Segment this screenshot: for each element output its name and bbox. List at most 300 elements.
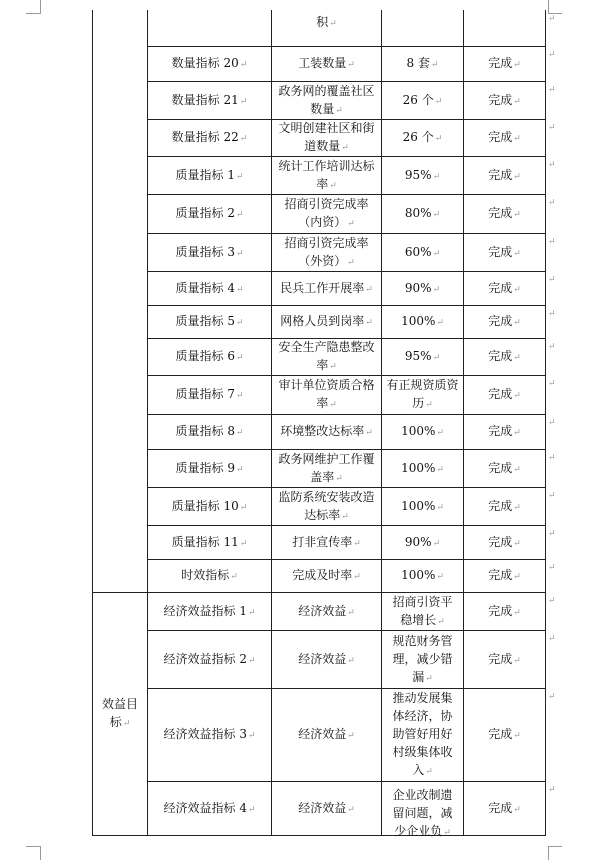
indicator-status-text: 完成 — [488, 280, 513, 295]
benefit-content-text: 经济效益 — [298, 800, 347, 815]
paragraph-mark-icon: ↵ — [247, 607, 256, 618]
indicator-value-text: 100% — [401, 314, 436, 328]
benefit-content-wrap — [298, 602, 355, 622]
indicator-value-wrap — [405, 204, 440, 224]
paragraph-mark-icon: ↵ — [329, 19, 337, 29]
indicator-content-text: 民兵工作开展率 — [280, 280, 365, 295]
paragraph-mark-icon: ↵ — [513, 655, 521, 666]
indicator-status-wrap — [488, 459, 521, 479]
indicator-name-text: 时效指标 — [181, 568, 230, 582]
paragraph-mark-icon: ↵ — [235, 171, 244, 182]
indicator-content — [272, 120, 381, 156]
row-end-mark-icon: ↵ — [548, 634, 556, 644]
benefit-value — [382, 631, 463, 688]
row-end-mark-icon: ↵ — [548, 692, 556, 702]
paragraph-mark-icon: ↵ — [235, 464, 244, 475]
indicator-value-text: 100% — [401, 424, 436, 438]
indicator-status-wrap — [488, 204, 521, 224]
indicator-content — [272, 560, 381, 592]
indicator-name — [148, 376, 271, 414]
border-row-20 — [92, 835, 546, 836]
indicator-name-wrap — [176, 204, 244, 224]
paragraph-mark-icon: ↵ — [432, 210, 441, 220]
indicator-value-wrap — [407, 54, 439, 74]
paragraph-mark-icon: ↵ — [353, 538, 361, 549]
indicator-content-text: 政务网的覆盖社区数量 — [278, 83, 375, 116]
border-col-f — [545, 10, 546, 835]
paragraph-mark-icon: ↵ — [513, 353, 521, 363]
indicator-content-wrap — [275, 234, 378, 272]
paragraph-mark-icon: ↵ — [436, 464, 444, 475]
indicator-name-wrap — [172, 533, 248, 553]
row-end-mark-icon: ↵ — [548, 237, 556, 247]
paragraph-mark-icon: ↵ — [425, 767, 433, 777]
paragraph-mark-icon: ↵ — [513, 210, 521, 220]
paragraph-mark-icon: ↵ — [235, 391, 244, 401]
indicator-content-text: 完成及时率 — [292, 568, 353, 582]
indicator-status-wrap — [488, 128, 521, 148]
indicator-status — [464, 450, 545, 487]
benefit-content-wrap — [298, 799, 355, 819]
indicator-status — [464, 47, 545, 81]
indicator-value — [382, 195, 463, 233]
indicator-name-wrap — [181, 566, 238, 586]
indicator-status — [464, 82, 545, 119]
benefit-content-text: 经济效益 — [298, 603, 347, 618]
benefit-name-wrap — [164, 650, 256, 670]
fragment-cell — [272, 11, 381, 46]
paragraph-mark-icon: ↵ — [347, 731, 355, 741]
indicator-content-text: 统计工作培训达标率 — [278, 158, 375, 191]
indicator-content — [272, 376, 381, 414]
indicator-name-wrap — [172, 54, 248, 74]
indicator-value-wrap — [385, 376, 460, 414]
row-end-mark-icon: ↵ — [548, 491, 556, 501]
indicator-status — [464, 560, 545, 592]
indicator-status-text: 完成 — [488, 206, 513, 220]
indicator-name — [148, 157, 271, 194]
indicator-name — [148, 339, 271, 375]
paragraph-mark-icon: ↵ — [513, 318, 521, 328]
paragraph-mark-icon: ↵ — [329, 400, 337, 410]
paragraph-mark-icon: ↵ — [235, 210, 244, 220]
indicator-name-text: 质量指标 6 — [175, 349, 235, 363]
indicator-status-wrap — [488, 533, 521, 553]
indicator-content — [272, 488, 381, 525]
indicator-value-wrap — [405, 533, 440, 553]
paragraph-mark-icon: ↵ — [443, 828, 451, 838]
benefit-value-text: 招商引资平稳增长 — [392, 594, 453, 627]
paragraph-mark-icon: ↵ — [513, 248, 521, 259]
indicator-status — [464, 415, 545, 449]
paragraph-mark-icon: ↵ — [513, 607, 521, 618]
indicator-name — [148, 47, 271, 81]
paragraph-mark-icon: ↵ — [235, 284, 244, 295]
paragraph-mark-icon: ↵ — [230, 572, 238, 582]
indicator-name-wrap — [176, 459, 244, 479]
row-end-mark-icon: ↵ — [548, 563, 556, 573]
benefit-value — [382, 593, 463, 630]
row-end-mark-icon: ↵ — [548, 529, 556, 539]
indicator-value — [382, 272, 463, 305]
paragraph-mark-icon: ↵ — [239, 96, 248, 107]
paragraph-mark-icon: ↵ — [247, 731, 256, 741]
indicator-status-text: 完成 — [488, 460, 513, 475]
group-label-benefit-text: 效益目标 — [101, 697, 138, 729]
indicator-name — [148, 234, 271, 271]
benefit-status-wrap — [488, 602, 521, 622]
indicator-name-text: 数量指标 21 — [171, 92, 239, 107]
indicator-name-text: 质量指标 11 — [171, 534, 239, 549]
indicator-status-wrap — [488, 54, 521, 74]
indicator-status — [464, 339, 545, 375]
benefit-content — [272, 593, 381, 630]
paragraph-mark-icon: ↵ — [235, 318, 244, 328]
paragraph-mark-icon: ↵ — [239, 60, 248, 70]
benefit-value-text: 规范财务管理，减少错漏 — [392, 633, 453, 684]
paragraph-mark-icon: ↵ — [432, 538, 441, 549]
paragraph-mark-icon: ↵ — [513, 284, 521, 295]
benefit-name-text: 经济效益指标 3 — [163, 727, 247, 741]
indicator-status-text: 完成 — [488, 534, 513, 549]
indicator-name — [148, 82, 271, 119]
paragraph-mark-icon: ↵ — [513, 804, 521, 815]
indicator-content-wrap — [292, 566, 361, 586]
paragraph-mark-icon: ↵ — [347, 804, 355, 815]
benefit-status-wrap — [488, 725, 521, 745]
indicator-status-wrap — [488, 243, 521, 263]
indicator-status-wrap — [488, 166, 521, 186]
indicator-status — [464, 306, 545, 338]
benefit-content — [272, 689, 381, 781]
indicator-content-wrap — [275, 450, 378, 488]
indicator-name — [148, 526, 271, 559]
paragraph-mark-icon: ↵ — [353, 572, 361, 582]
row-end-mark-icon: ↵ — [548, 160, 556, 170]
indicator-name-wrap — [176, 385, 244, 405]
paragraph-mark-icon: ↵ — [235, 428, 244, 438]
indicator-name-text: 质量指标 1 — [175, 167, 235, 182]
paragraph-mark-icon: ↵ — [239, 538, 248, 549]
indicator-value-wrap — [405, 166, 440, 186]
paragraph-mark-icon: ↵ — [247, 804, 256, 815]
benefit-value — [382, 689, 463, 781]
indicator-status-wrap — [488, 385, 521, 405]
indicator-name-wrap — [176, 422, 244, 442]
indicator-status-wrap — [488, 312, 521, 332]
row-end-mark-icon: ↵ — [548, 309, 556, 319]
indicator-content-text: 审计单位资质合格率 — [278, 378, 375, 410]
paragraph-mark-icon: ↵ — [235, 353, 244, 363]
indicator-status-text: 完成 — [488, 424, 513, 438]
row-end-mark-icon: ↵ — [548, 123, 556, 133]
indicator-content-text: 安全生产隐患整改率 — [278, 340, 375, 372]
indicator-name-text: 数量指标 22 — [171, 130, 239, 144]
crop-mark-bottom-left-h — [26, 846, 40, 847]
indicator-value — [382, 560, 463, 592]
indicator-status — [464, 526, 545, 559]
indicator-content-wrap — [275, 376, 378, 414]
indicator-value-wrap — [403, 128, 443, 148]
benefit-name — [148, 782, 271, 835]
indicator-content-wrap — [280, 422, 373, 442]
indicator-content-wrap — [275, 157, 378, 195]
indicator-status-wrap — [488, 497, 521, 517]
crop-mark-bottom-left-v — [40, 846, 41, 860]
benefit-status-text: 完成 — [488, 603, 513, 618]
indicator-value-text: 26 个 — [402, 130, 434, 144]
indicator-name — [148, 415, 271, 449]
benefit-value-wrap — [387, 689, 458, 781]
indicator-status-wrap — [488, 347, 521, 367]
indicator-value — [382, 526, 463, 559]
indicator-name — [148, 195, 271, 233]
indicator-content-text: 招商引资完成率（外资） — [284, 235, 369, 268]
paragraph-mark-icon: ↵ — [425, 400, 433, 410]
indicator-content — [272, 339, 381, 375]
indicator-status — [464, 120, 545, 156]
indicator-value — [382, 306, 463, 338]
paragraph-mark-icon: ↵ — [430, 60, 439, 70]
group-label-benefit — [93, 593, 147, 835]
indicator-content-wrap — [275, 82, 378, 120]
indicator-status-text: 完成 — [488, 498, 513, 513]
paragraph-mark-icon: ↵ — [432, 171, 441, 182]
row-end-mark-icon: ↵ — [548, 14, 556, 24]
indicator-value-wrap — [405, 347, 440, 367]
benefit-content-text: 经济效益 — [298, 727, 347, 741]
paragraph-mark-icon: ↵ — [335, 473, 343, 484]
indicator-name — [148, 488, 271, 525]
paragraph-mark-icon: ↵ — [513, 391, 521, 401]
indicator-content-wrap — [298, 54, 355, 74]
indicator-name — [148, 560, 271, 592]
indicator-name-text: 质量指标 3 — [175, 244, 235, 259]
paragraph-mark-icon: ↵ — [329, 362, 337, 372]
indicator-status — [464, 488, 545, 525]
row-end-mark-icon: ↵ — [548, 275, 556, 285]
row-end-mark-icon: ↵ — [548, 198, 556, 208]
indicator-value-wrap — [401, 312, 444, 332]
group-label-benefit-wrap — [101, 695, 139, 733]
paragraph-mark-icon: ↵ — [235, 248, 244, 259]
indicator-content-wrap — [292, 533, 361, 553]
paragraph-mark-icon: ↵ — [365, 284, 373, 295]
benefit-value-wrap — [387, 786, 458, 842]
indicator-status-text: 完成 — [488, 244, 513, 259]
benefit-value — [382, 782, 463, 838]
benefit-status-text: 完成 — [488, 727, 513, 741]
benefit-name-text: 经济效益指标 4 — [163, 800, 247, 815]
indicator-name-wrap — [176, 312, 244, 332]
indicator-content-text: 打非宣传率 — [292, 534, 353, 549]
indicator-value-text: 100% — [401, 568, 436, 582]
indicator-content-text: 环境整改达标率 — [280, 424, 365, 438]
indicator-status-text: 完成 — [488, 167, 513, 182]
indicator-value-wrap — [405, 243, 440, 263]
indicator-value — [382, 157, 463, 194]
crop-mark-bottom-right-v — [548, 846, 549, 860]
indicator-status — [464, 376, 545, 414]
indicator-name-wrap — [172, 497, 248, 517]
indicator-status-text: 完成 — [488, 314, 513, 328]
benefit-value-wrap — [387, 593, 458, 631]
benefit-name-wrap — [164, 602, 256, 622]
indicator-name-text: 质量指标 8 — [175, 424, 235, 438]
fragment-cell-text: 积 — [316, 15, 329, 29]
indicator-status — [464, 272, 545, 305]
paragraph-mark-icon: ↵ — [122, 719, 131, 729]
crop-mark-top-right-v — [548, 0, 549, 14]
indicator-status-wrap — [488, 279, 521, 299]
benefit-content-wrap — [298, 725, 355, 745]
benefit-status-text: 完成 — [488, 800, 513, 815]
indicator-content-wrap — [275, 119, 378, 157]
indicator-name — [148, 120, 271, 156]
indicator-content-text: 文明创建社区和街道数量 — [278, 121, 375, 153]
row-end-mark-icon: ↵ — [548, 342, 556, 352]
indicator-status — [464, 195, 545, 233]
indicator-content — [272, 234, 381, 271]
benefit-status-wrap — [488, 650, 521, 670]
benefit-value-wrap — [387, 632, 458, 688]
paragraph-mark-icon: ↵ — [436, 572, 444, 582]
row-end-mark-icon: ↵ — [548, 418, 556, 428]
paragraph-mark-icon: ↵ — [513, 428, 521, 438]
fragment-cell-wrap — [316, 13, 337, 33]
benefit-status-wrap — [488, 799, 521, 819]
indicator-value — [382, 488, 463, 525]
paragraph-mark-icon: ↵ — [347, 257, 355, 268]
paragraph-mark-icon: ↵ — [513, 731, 521, 741]
indicator-value — [382, 415, 463, 449]
indicator-status-text: 完成 — [488, 568, 513, 582]
paragraph-mark-icon: ↵ — [513, 572, 521, 582]
indicator-value-text: 100% — [401, 498, 436, 513]
indicator-value-text: 有正规资质资历 — [386, 378, 459, 410]
paragraph-mark-icon: ↵ — [341, 143, 349, 153]
benefit-status — [464, 631, 545, 688]
indicator-content — [272, 157, 381, 194]
paragraph-mark-icon: ↵ — [239, 502, 248, 513]
indicator-value — [382, 82, 463, 119]
indicator-status-text: 完成 — [488, 130, 513, 144]
indicator-content — [272, 450, 381, 487]
paragraph-mark-icon: ↵ — [341, 511, 349, 522]
row-end-mark-icon: ↵ — [548, 50, 556, 60]
indicator-value-text: 80% — [404, 206, 432, 220]
indicator-value-text: 26 个 — [402, 92, 434, 107]
paragraph-mark-icon: ↵ — [513, 60, 521, 70]
benefit-name — [148, 593, 271, 630]
benefit-name-text: 经济效益指标 1 — [163, 603, 247, 618]
indicator-value-wrap — [401, 459, 444, 479]
indicator-name-text: 质量指标 2 — [175, 206, 235, 220]
indicator-status-text: 完成 — [488, 92, 513, 107]
indicator-content — [272, 195, 381, 233]
paragraph-mark-icon: ↵ — [347, 60, 355, 70]
paragraph-mark-icon: ↵ — [436, 318, 444, 328]
crop-mark-top-left-h — [26, 13, 40, 14]
indicator-content-wrap — [280, 312, 373, 332]
indicator-name-wrap — [172, 128, 248, 148]
indicator-status — [464, 234, 545, 271]
indicator-name-text: 质量指标 4 — [175, 280, 235, 295]
paragraph-mark-icon: ↵ — [347, 219, 355, 229]
paragraph-mark-icon: ↵ — [432, 353, 441, 363]
indicator-content — [272, 306, 381, 338]
paragraph-mark-icon: ↵ — [437, 616, 445, 627]
indicator-name-wrap — [172, 91, 248, 111]
benefit-name — [148, 689, 271, 781]
row-end-mark-icon: ↵ — [548, 596, 556, 606]
benefit-value-text: 企业改制遗留问题，减少企业负 — [392, 788, 453, 838]
indicator-content — [272, 526, 381, 559]
indicator-name — [148, 306, 271, 338]
crop-mark-top-left-v — [40, 0, 41, 14]
indicator-name-text: 数量指标 20 — [171, 56, 239, 70]
benefit-content-wrap — [298, 650, 355, 670]
paragraph-mark-icon: ↵ — [434, 96, 443, 107]
benefit-name-wrap — [164, 725, 256, 745]
indicator-value-wrap — [401, 422, 444, 442]
indicator-content-wrap — [275, 338, 378, 376]
crop-mark-bottom-right-h — [548, 846, 562, 847]
indicator-status — [464, 157, 545, 194]
indicator-value — [382, 339, 463, 375]
indicator-content-text: 工装数量 — [298, 56, 347, 70]
indicator-value-wrap — [401, 566, 444, 586]
indicator-name-wrap — [176, 166, 244, 186]
indicator-name — [148, 272, 271, 305]
paragraph-mark-icon: ↵ — [432, 284, 441, 295]
indicator-name-wrap — [176, 347, 244, 367]
paragraph-mark-icon: ↵ — [513, 96, 521, 107]
indicator-status-text: 完成 — [488, 387, 513, 401]
indicator-content-wrap — [275, 488, 378, 526]
row-end-mark-icon: ↵ — [548, 453, 556, 463]
indicator-content — [272, 82, 381, 119]
paragraph-mark-icon: ↵ — [329, 180, 337, 191]
indicator-content-text: 网格人员到岗率 — [280, 314, 365, 328]
indicator-value-text: 90% — [404, 280, 432, 295]
indicator-value-text: 95% — [404, 349, 432, 363]
indicator-name-wrap — [176, 243, 244, 263]
benefit-content — [272, 782, 381, 835]
paragraph-mark-icon: ↵ — [513, 134, 521, 144]
paragraph-mark-icon: ↵ — [436, 428, 444, 438]
paragraph-mark-icon: ↵ — [347, 655, 355, 666]
indicator-status-text: 完成 — [488, 56, 513, 70]
indicator-value-text: 60% — [404, 244, 432, 259]
indicator-content-text: 招商引资完成率（内资） — [284, 197, 369, 229]
indicator-content — [272, 415, 381, 449]
indicator-name — [148, 450, 271, 487]
indicator-value-text: 8 套 — [406, 56, 430, 70]
paragraph-mark-icon: ↵ — [434, 134, 443, 144]
indicator-status-wrap — [488, 566, 521, 586]
paragraph-mark-icon: ↵ — [239, 134, 248, 144]
indicator-status-text: 完成 — [488, 349, 513, 363]
indicator-content-wrap — [280, 279, 373, 299]
indicator-name-text: 质量指标 10 — [171, 498, 239, 513]
indicator-value — [382, 234, 463, 271]
indicator-value-text: 100% — [401, 460, 436, 475]
indicator-name-text: 质量指标 7 — [175, 387, 235, 401]
benefit-name-text: 经济效益指标 2 — [163, 651, 247, 666]
paragraph-mark-icon: ↵ — [513, 171, 521, 182]
benefit-content-text: 经济效益 — [298, 651, 347, 666]
